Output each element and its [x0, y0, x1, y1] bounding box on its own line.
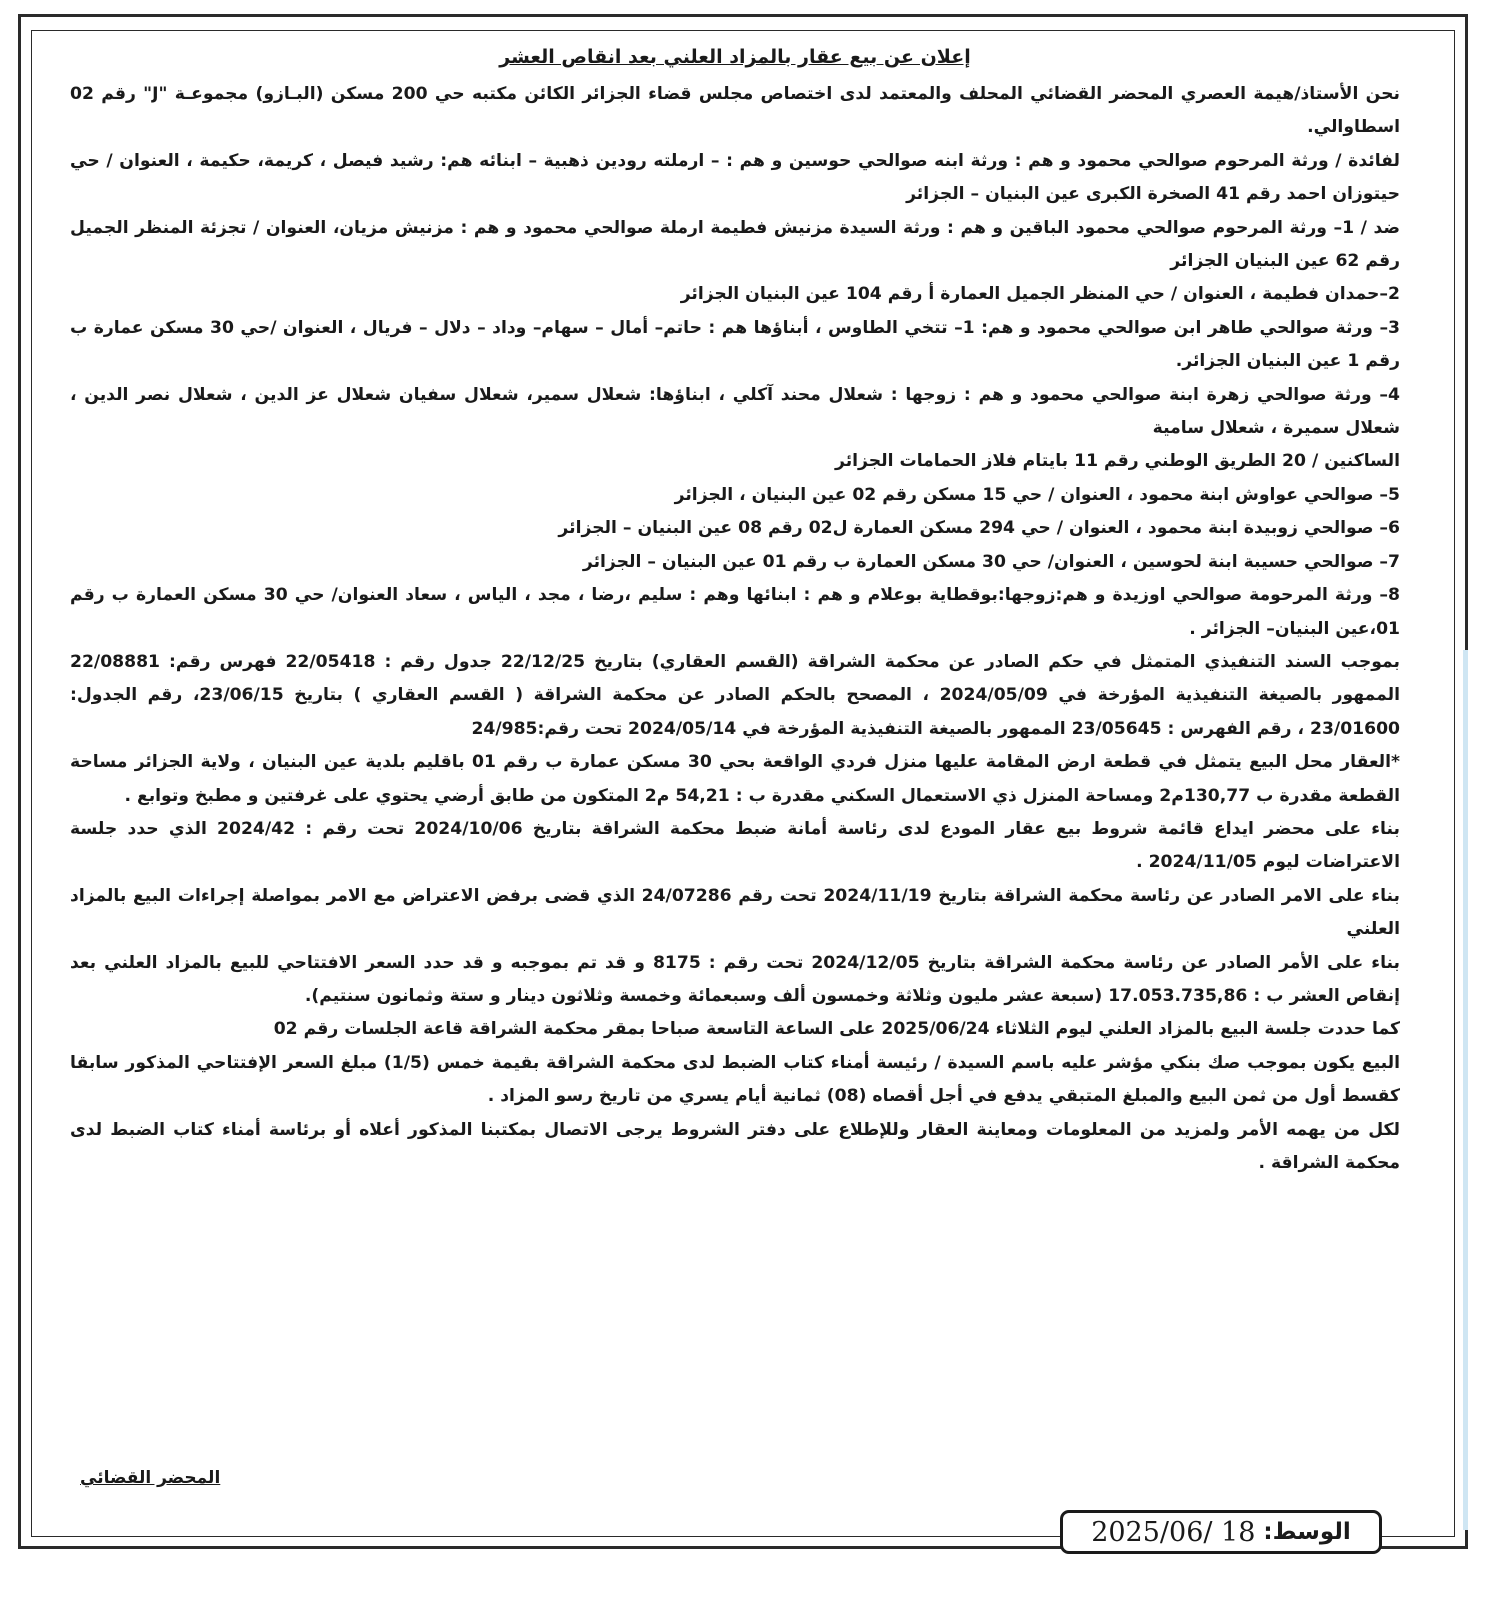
notice-title: إعلان عن بيع عقار بالمزاد العلني بعد انقاص العشر	[499, 46, 971, 68]
publication-date-box	[1060, 1510, 1382, 1554]
paragraph-defendant-7: 7– صوالحي حسيبة ابنة لحوسين ، العنوان/ حي 30 مسكن العمارة ب رقم 01 عين البنيان – الجزائر	[582, 551, 1400, 572]
paragraph-enforcement-title: بموجب السند التنفيذي المتمثل في حكم الصادر عن محكمة الشراقة (القسم العقاري) بتاريخ 22/12/25 جدول رقم : 22/05418 فهرس رقم: 22/08881 الممهور بالصيغة التنفيذية المؤرخة في 2024/05/09 ، المصحح بالحكم الصادر عن محكمة الشراقة ( القسم العقاري ) بتاريخ 23/06/15، رقم الجدول: 23/01600 ، رقم الفهرس : 23/05645 الممهور بالصيغة التنفيذية المؤرخة في 2024/05/14 تحت رقم:24/985	[70, 651, 1400, 739]
side-margin-rule	[1463, 650, 1468, 1530]
paragraph-bailiff: نحن الأستاذ/هيمة العصري المحضر القضائي المحلف والمعتمد لدى اختصاص مجلس قضاء الجزائر الكائن مكتبه حي 200 مسكن (البـازو) مجموعـة "J" رقم 02 اسطاوالي.	[70, 84, 1400, 138]
paragraph-property-description: *العقار محل البيع يتمثل في قطعة ارض المقامة عليها منزل فردي الواقعة بحي 30 مسكن عمارة ب رقم 01 باقليم بلدية عين البنيان ، ولاية الجزائر مساحة القطعة مقدرة ب 130,77م2 ومساحة المنزل ذي الاستعمال السكني مقدرة ب : 54,21 م2 المتكون من طابق أرضي يحتوي على غرفتين و مطبخ وتوابع .	[70, 752, 1401, 806]
paragraph-beneficiaries: لفائدة / ورثة المرحوم صوالحي محمود و هم : ورثة ابنه صوالحي حوسين و هم : – ارملته رودين ذهبية – ابنائه هم: رشيد فيصل ، كريمة، حكيمة ، العنوان / حي حيتوزان احمد رقم 41 الصخرة الكبرى عين البنيان – الجزائر	[70, 150, 1400, 205]
paragraph-defendant-6: 6– صوالحي زوبيدة ابنة محمود ، العنوان / حي 294 مسكن العمارة ل02 رقم 08 عين البنيان – الجزائر	[558, 518, 1400, 539]
publication-date: 2025/06/ 18	[1091, 1516, 1256, 1548]
paragraph-defendant-1: ضد / 1– ورثة المرحوم صوالحي محمود الباقين و هم : ورثة السيدة مزنيش فطيمة ارملة صوالحي محمود و هم : مزنيش مزيان، العنوان / تجزئة المنظر الجميل رقم 62 عين البنيان الجزائر	[70, 217, 1400, 272]
paragraph-defendant-8: 8– ورثة المرحومة صوالحي اوزيدة و هم:زوجها:بوقطاية بوعلام و هم : ابنائها وهم : سليم ،رضا ، مجد ، الياس ، سعاد العنوان/ حي 30 مسكن العمارة ب رقم 01،عين البنيان– الجزائر .	[70, 585, 1400, 639]
paragraph-opening-price: بناء على الأمر الصادر عن رئاسة محكمة الشراقة بتاريخ 2024/12/05 تحت رقم : 8175 و قد تم بموجبه و قد حدد السعر الافتتاحي للبيع بالمزاد العلني بعد إنقاص العشر ب : 17.053.735,86 (سبعة عشر مليون وثلاثة وخمسون ألف وسبعمائة وخمسة وثلاثون دينار و ستة وثمانون سنتيم).	[70, 952, 1400, 1006]
bailiff-signature: المحضر القضائي	[80, 1468, 221, 1488]
paragraph-payment-terms: البيع يكون بموجب صك بنكي مؤشر عليه باسم السيدة / رئيسة أمناء كتاب الضبط لدى محكمة الشراقة بقيمة خمس (1/5) مبلغ السعر الإفتتاحي المذكور سابقا كقسط أول من ثمن البيع والمبلغ المتبقي يدفع في أجل أقصاه (08) ثمانية أيام يسري من تاريخ رسو المزاد .	[70, 1052, 1400, 1107]
notice-body	[70, 40, 1400, 1180]
newspaper-name: الوسط:	[1263, 1519, 1351, 1545]
paragraph-conditions-deposit: بناء على محضر ايداع قائمة شروط بيع عقار المودع لدى رئاسة أمانة ضبط محكمة الشراقة بتاريخ 2024/10/06 تحت رقم : 2024/42 الذي حدد جلسة الاعتراضات ليوم 2024/11/05 .	[70, 818, 1400, 873]
paragraph-defendant-3: 3– ورثة صوالحي طاهر ابن صوالحي محمود و هم: 1– تتخي الطاوس ، أبناؤها هم : حاتم– أمال – سهام– وداد – دلال – فريال ، العنوان /حي 30 مسكن عمارة ب رقم 1 عين البنيان الجزائر.	[70, 317, 1401, 372]
paragraph-defendant-5: 5– صوالحي عواوش ابنة محمود ، العنوان / حي 15 مسكن رقم 02 عين البنيان ، الجزائر	[674, 484, 1400, 505]
paragraph-defendant-2: 2–حمدان فطيمة ، العنوان / حي المنظر الجميل العمارة أ رقم 104 عين البنيان الجزائر	[680, 284, 1400, 305]
paragraph-residents-address: الساكنين / 20 الطريق الوطني رقم 11 بايتام فلاز الحمامات الجزائر	[835, 451, 1400, 472]
paragraph-defendant-4: 4– ورثة صوالحي زهرة ابنة صوالحي محمود و هم : زوجها : شعلال محند آكلي ، ابناؤها: شعلال سمير، شعلال سفيان شعلال عز الدين ، شعلال نصر الدين ، شعلال سميرة ، شعلال سامية	[70, 384, 1400, 439]
paragraph-contact-info: لكل من يهمه الأمر ولمزيد من المعلومات ومعاينة العقار وللإطلاع على دفتر الشروط يرجى الاتصال بمكتبنا المذكور أعلاه أو برئاسة أمناء كتاب الضبط لدى محكمة الشراقة .	[70, 1119, 1400, 1173]
paragraph-auction-session: كما حددت جلسة البيع بالمزاد العلني ليوم الثلاثاء 2025/06/24 على الساعة التاسعة صباحا بمقر محكمة الشراقة قاعة الجلسات رقم 02	[273, 1019, 1400, 1040]
paragraph-objection-ruling: بناء على الامر الصادر عن رئاسة محكمة الشراقة بتاريخ 2024/11/19 تحت رقم 24/07286 الذي قضى برفض الاعتراض مع الامر بمواصلة إجراءات البيع بالمزاد العلني	[70, 885, 1400, 940]
